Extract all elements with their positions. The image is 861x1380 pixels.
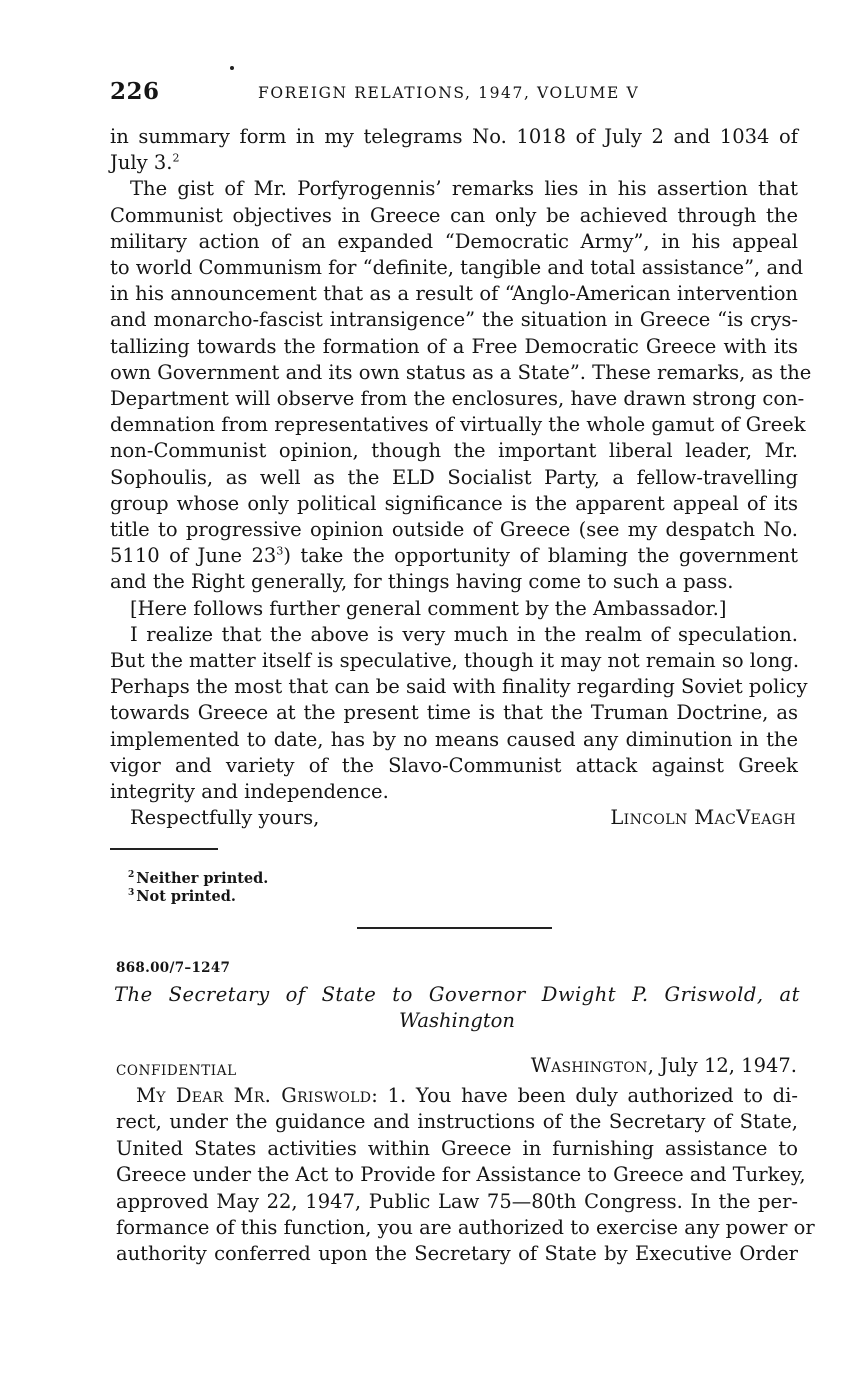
body-line: to world Communism for “definite, tangible and total assistance”, and	[110, 256, 804, 280]
body-line: own Government and its own status as a State”. These remarks, as the	[110, 360, 812, 384]
footnote: $^3$ Not printed.	[128, 888, 236, 905]
body-line: tallizing towards the formation of a Free Democratic Greece with its	[110, 334, 798, 358]
page-number: 226	[110, 78, 160, 105]
body-line: vigor and variety of the Slavo-Communist attack against Greek	[110, 753, 798, 777]
document-title	[114, 982, 800, 1034]
body-line: implemented to date, has by no means caused any diminution in the	[110, 727, 798, 751]
footnotes	[128, 870, 268, 906]
body-line: and the Right generally, for things having come to such a pass.	[110, 570, 734, 594]
letter-line: My Dear Mr. Griswold: 1. You have been duly authorized to di-	[136, 1084, 798, 1107]
page-header	[110, 78, 800, 108]
body-line: group whose only political significance is the apparent appeal of its	[110, 491, 798, 515]
body-line: Communist objectives in Greece can only be achieved through the	[110, 203, 798, 227]
title-line: The Secretary of State to Governor Dwight P. Griswold, at	[114, 983, 800, 1006]
section-divider	[357, 927, 552, 929]
letter-line: United States activities within Greece in furnishing assistance to	[116, 1136, 798, 1160]
body-line: Perhaps the most that can be said with finality regarding Soviet policy	[110, 675, 808, 699]
dispatch-body	[110, 124, 812, 805]
closing: Respectfully yours,	[130, 806, 320, 829]
body-line: I realize that the above is very much in the realm of speculation.	[130, 622, 798, 646]
letter-line: Greece under the Act to Provide for Assistance to Greece and Turkey,	[116, 1163, 806, 1187]
salutation: My Dear Mr. Griswold	[136, 1084, 372, 1107]
letter-body	[116, 1083, 815, 1268]
running-title: FOREIGN RELATIONS, 1947, VOLUME V	[258, 84, 640, 102]
classification: CONFIDENTIAL	[116, 1063, 237, 1079]
footnote-rule	[110, 848, 218, 850]
body-line: in summary form in my telegrams No. 1018 of July 2 and 1034 of	[110, 125, 798, 148]
letter-line: rect, under the guidance and instructions of the Secretary of State,	[116, 1110, 798, 1134]
body-line: demnation from representatives of virtually the whole gamut of Greek	[110, 413, 806, 437]
body-line: Sophoulis, as well as the ELD Socialist Party, a fellow-travelling	[110, 465, 798, 489]
footnote-ref[interactable]: 2	[172, 151, 180, 165]
print-speck	[230, 66, 234, 70]
letter-line: approved May 22, 1947, Public Law 75—80th Congress. In the per-	[116, 1189, 798, 1213]
signature: Lincoln MacVeagh	[610, 806, 796, 829]
title-line: Washington	[399, 1009, 515, 1032]
letter-line: formance of this function, you are authorized to exercise any power or	[116, 1216, 815, 1240]
body-line: military action of an expanded “Democratic Army”, in his appeal	[110, 229, 798, 253]
body-line: towards Greece at the present time is that the Truman Doctrine, as	[110, 701, 798, 725]
letter-line: authority conferred upon the Secretary of State by Executive Order	[116, 1242, 798, 1266]
footnote: $^2$ Neither printed.	[128, 870, 269, 887]
body-line: integrity and independence.	[110, 780, 389, 804]
body-line: But the matter itself is speculative, though it may not remain so long.	[110, 649, 800, 673]
body-line: The gist of Mr. Porfyrogennis’ remarks lies in his assertion that	[130, 177, 798, 201]
body-line: 5110 of June $23^3$) take the opportunity of blaming the government	[110, 544, 799, 568]
body-line: July 3.$^2$	[110, 151, 180, 175]
footnote-ref[interactable]: 3	[276, 544, 284, 558]
body-line: non-Communist opinion, though the important liberal leader, Mr.	[110, 439, 798, 463]
body-line: and monarcho-fascist intransigence” the situation in Greece “is crys-	[110, 308, 798, 332]
body-line: Department will observe from the enclosures, have drawn strong con-	[110, 387, 805, 411]
file-number: 868.00/7–1247	[116, 960, 231, 976]
body-line: title to progressive opinion outside of Greece (see my despatch No.	[110, 518, 798, 542]
body-line: in his announcement that as a result of “Anglo-American intervention	[110, 282, 798, 306]
body-line: [Here follows further general comment by the Ambassador.]	[130, 596, 727, 620]
dateline: Washington, July 12, 1947.	[530, 1054, 797, 1077]
